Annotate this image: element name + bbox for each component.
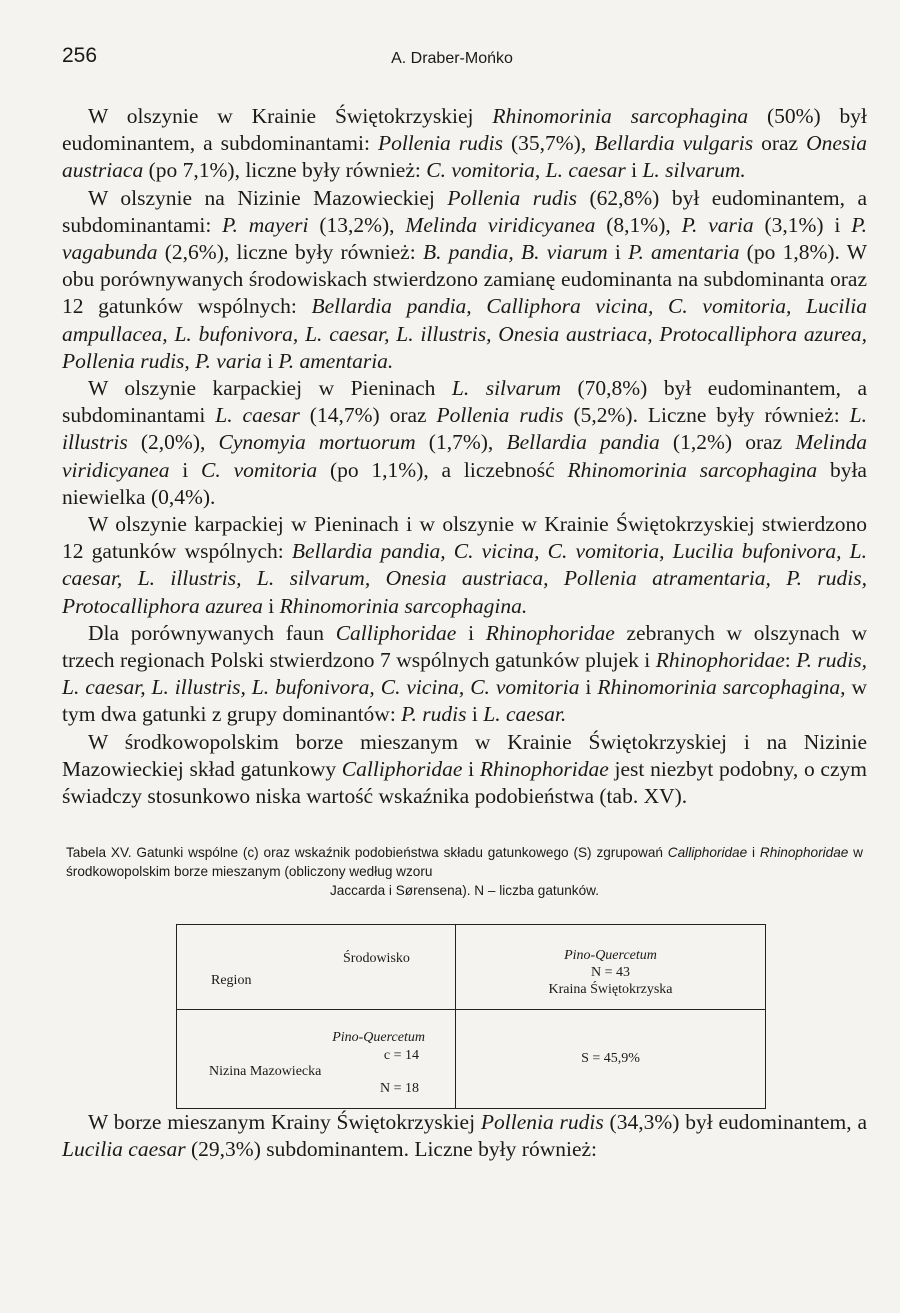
similarity-table <box>176 924 766 1109</box>
table-caption-last-line: Jaccarda i Sørensena). N – liczba gatunków. <box>330 883 599 899</box>
similarity-value-cell: S = 45,9% <box>456 1010 766 1109</box>
table-corner-cell <box>177 925 456 1010</box>
row-species-count: N = 18 <box>379 1081 419 1097</box>
column-habitat: Pino-Quercetum <box>564 948 657 964</box>
page-header <box>62 44 842 74</box>
table-caption-text: Tabela XV. Gatunki wspólne (c) oraz wskaźnik podobieństwa składu gatunkowego (S) zgrupowań Calliphoridae i Rhinophoridae w środkowopolskim borze mieszanym (obliczony według wzoru <box>66 845 863 880</box>
paragraph: W środkowopolskim borze mieszanym w Krainie Świętokrzyskiej i na Nizinie Mazowieckiej skład gatunkowy Calliphoridae i Rhinophoridae jest niezbyt podobny, o czym świadczy stosunkowo niska wartość wskaźnika podobieństwa (tab. XV). <box>62 729 867 809</box>
column-region: Kraina Świętokrzyska <box>548 982 673 998</box>
paragraph: W olszynie karpackiej w Pieninach L. silvarum (70,8%) był eudominantem, a subdominantami L. caesar (14,7%) oraz Pollenia rudis (5,2%). Liczne były również: L. illustris (2,0%), Cynomyia mortuorum (1,7%), Bellardia pandia (1,2%) oraz Melinda viridicyanea i C. vomitoria (po 1,1%), a liczebność Rhinomorinia sarcophagina była niewielka (0,4%). <box>62 376 868 509</box>
paragraph: W borze mieszanym Krainy Świętokrzyskiej Pollenia rudis (34,3%) był eudominantem, a Lucilia caesar (29,3%) subdominantem. Liczne były również: <box>62 1110 867 1162</box>
row-region: Nizina Mazowiecka <box>209 1064 322 1080</box>
row-header-cell <box>177 1010 456 1109</box>
row-common-species: c = 14 <box>383 1048 419 1064</box>
body-text <box>62 103 867 1164</box>
paragraph: W olszynie karpackiej w Pieninach i w olszynie w Krainie Świętokrzyskiej stwierdzono 12 gatunków wspólnych: Bellardia pandia, C. vicina, C. vomitoria, Lucilia bufonivora, L. caesar, L. illustris, L. silvarum, Onesia austriaca, Pollenia atramentaria, P. rudis, Protocalliphora azurea i Rhinomorinia sarcophagina. <box>62 512 867 618</box>
corner-region-label: Region <box>211 973 252 989</box>
column-species-count: N = 43 <box>590 965 630 981</box>
table-caption <box>62 843 867 900</box>
paragraph: W olszynie w Krainie Świętokrzyskiej Rhinomorinia sarcophagina (50%) był eudominantem, a subdominantami: Pollenia rudis (35,7%), Bellardia vulgaris oraz Onesia austriaca (po 7,1%), liczne były również: C. vomitoria, L. caesar i L. silvarum. <box>62 104 868 183</box>
table-row <box>177 925 766 1010</box>
column-header-cell <box>456 925 766 1010</box>
corner-environment-label: Środowisko <box>343 951 410 967</box>
paragraph: W olszynie na Nizinie Mazowieckiej Pollenia rudis (62,8%) był eudominantem, a subdominantami: P. mayeri (13,2%), Melinda viridicyanea (8,1%), P. varia (3,1%) i P. vagabunda (2,6%), liczne były również: B. pandia, B. viarum i P. amentaria (po 1,8%). W obu porównywanych środowiskach stwierdzono zamianę eudominanta na subdominanta oraz 12 gatunków wspólnych: Bellardia pandia, Calliphora vicina, C. vomitoria, Lucilia ampullacea, L. bufonivora, L. caesar, L. illustris, Onesia austriaca, Protocalliphora azurea, Pollenia rudis, P. varia i P. amentaria. <box>62 185 868 373</box>
paragraph: Dla porównywanych faun Calliphoridae i Rhinophoridae zebranych w olszynach w trzech regionach Polski stwierdzono 7 wspólnych gatunków plujek i Rhinophoridae: P. rudis, L. caesar, L. illustris, L. bufonivora, C. vicina, C. vomitoria i Rhinomorinia sarcophagina, w tym dwa gatunki z grupy dominantów: P. rudis i L. caesar. <box>62 620 868 727</box>
row-habitat: Pino-Quercetum <box>332 1030 425 1046</box>
page-number: 256 <box>62 44 98 67</box>
table-row <box>177 1010 766 1109</box>
running-head: A. Draber-Mońko <box>391 50 513 67</box>
